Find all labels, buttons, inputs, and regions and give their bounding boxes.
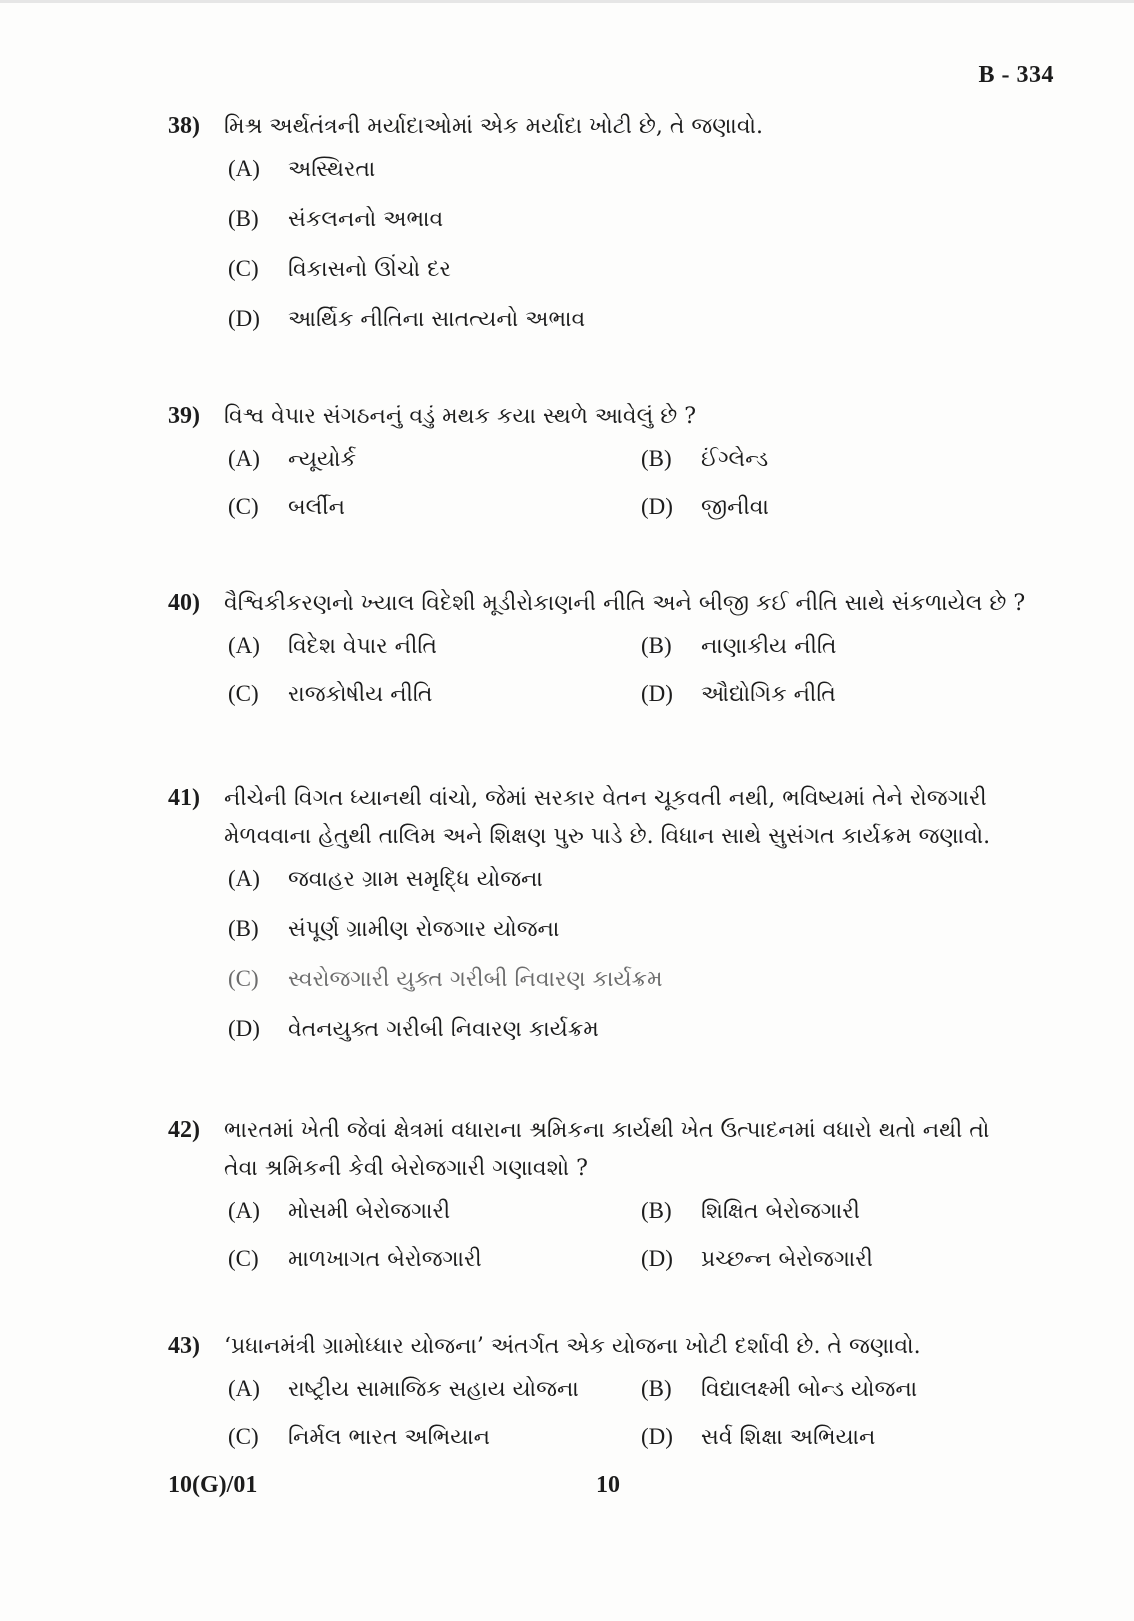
option-label: (A)	[228, 156, 260, 181]
option-text: વિદ્યાલક્ષ્મી બોન્ડ યોજના	[701, 1377, 918, 1402]
question-text-line-2: મેળવવાના હેતુથી તાલિમ અને શિક્ષણ પુરુ પાડે છે. વિધાન સાથે સુસંગત કાર્યક્રમ જણાવો.	[224, 824, 991, 849]
option-d	[641, 1424, 1041, 1472]
option-a	[228, 446, 641, 494]
option-d	[641, 494, 1041, 542]
question-text: ‘પ્રધાનમંત્રી ગ્રામોધ્ધાર યોજના’ અંતર્ગત એક યોજના ખોટી દર્શાવી છે. તે જણાવો.	[224, 1334, 921, 1359]
question-42	[168, 1112, 1048, 1294]
question-text: વિશ્વ વેપાર સંગઠનનું વડું મથક કયા સ્થળે આવેલું છે ?	[224, 404, 696, 429]
option-text: વેતનયુક્ત ગરીબી નિવારણ કાર્યક્રમ	[288, 1017, 599, 1042]
option-a	[228, 866, 1048, 916]
option-c	[228, 681, 641, 729]
option-b	[641, 446, 1041, 494]
option-c	[228, 494, 641, 542]
option-text: ઔદ્યોગિક નીતિ	[701, 682, 836, 707]
question-text-line-1: ભારતમાં ખેતી જેવાં ક્ષેત્રમાં વધારાના શ્રમિકના કાર્યથી ખેત ઉત્પાદનમાં વધારો થતો નથી તો	[224, 1118, 990, 1143]
question-text-line-2: તેવા શ્રમિકની કેવી બેરોજગારી ગણાવશો ?	[224, 1156, 588, 1181]
option-label: (C)	[228, 1424, 259, 1449]
option-label: (B)	[641, 1198, 672, 1223]
page-number: 10	[596, 1472, 620, 1498]
option-text: બર્લીન	[288, 495, 345, 520]
option-d	[228, 1016, 1048, 1066]
option-label: (C)	[228, 256, 259, 281]
option-text: મોસમી બેરોજગારી	[288, 1199, 451, 1224]
option-c	[228, 1246, 641, 1294]
option-grid	[228, 633, 1048, 729]
option-grid	[228, 446, 1048, 542]
option-d	[641, 1246, 1041, 1294]
option-a	[228, 633, 641, 681]
option-label: (C)	[228, 681, 259, 706]
option-text: વિદેશ વેપાર નીતિ	[288, 634, 437, 659]
option-text: પ્રચ્છન્ન બેરોજગારી	[701, 1247, 873, 1272]
option-list	[228, 866, 1048, 1066]
question-number: 38)	[168, 113, 200, 139]
option-label: (D)	[641, 494, 673, 519]
option-label: (D)	[228, 306, 260, 331]
question-number: 39)	[168, 403, 200, 429]
option-text: સંકલનનો અભાવ	[288, 207, 444, 232]
option-text: રાજકોષીય નીતિ	[288, 682, 433, 707]
option-text: સ્વરોજગારી યુક્ત ગરીબી નિવારણ કાર્યક્રમ	[288, 967, 663, 992]
option-grid	[228, 1198, 1048, 1294]
option-label: (D)	[641, 1424, 673, 1449]
option-b	[641, 1198, 1041, 1246]
question-41	[168, 780, 1048, 1066]
option-text: શિક્ષિત બેરોજગારી	[701, 1199, 860, 1224]
option-text: ન્યૂયોર્ક	[288, 447, 357, 472]
option-c	[228, 1424, 641, 1472]
option-a	[228, 1376, 641, 1424]
option-text: વિકાસનો ઊંચો દર	[288, 257, 451, 282]
option-text: સંપૂર્ણ ગ્રામીણ રોજગાર યોજના	[288, 917, 560, 942]
option-c	[228, 256, 1048, 306]
option-label: (B)	[228, 916, 259, 941]
option-list	[228, 156, 1048, 356]
option-label: (A)	[228, 633, 260, 658]
option-grid	[228, 1376, 1048, 1472]
option-label: (A)	[228, 1376, 260, 1401]
option-label: (D)	[641, 681, 673, 706]
option-label: (A)	[228, 1198, 260, 1223]
question-number: 43)	[168, 1333, 200, 1359]
option-c	[228, 966, 1048, 1016]
question-number: 42)	[168, 1117, 200, 1143]
option-d	[228, 306, 1048, 356]
option-label: (B)	[641, 446, 672, 471]
option-text: જીનીવા	[701, 495, 769, 520]
footer-code: 10(G)/01	[168, 1472, 258, 1498]
option-label: (A)	[228, 866, 260, 891]
question-number: 41)	[168, 785, 200, 811]
option-text: માળખાગત બેરોજગારી	[288, 1247, 482, 1272]
question-43	[168, 1328, 1048, 1472]
option-b	[228, 916, 1048, 966]
option-label: (C)	[228, 966, 259, 991]
option-a	[228, 1198, 641, 1246]
option-label: (C)	[228, 494, 259, 519]
option-b	[228, 206, 1048, 256]
option-label: (A)	[228, 446, 260, 471]
question-40	[168, 585, 1048, 729]
question-text: વૈશ્વિકીકરણનો ખ્યાલ વિદેશી મૂડીરોકાણની નીતિ અને બીજી કઈ નીતિ સાથે સંકળાયેલ છે ?	[224, 591, 1026, 616]
option-text: આર્થિક નીતિના સાતત્યનો અભાવ	[288, 307, 586, 332]
option-text: નાણાકીય નીતિ	[701, 634, 837, 659]
question-38	[168, 108, 1048, 356]
question-39	[168, 398, 1048, 542]
option-d	[641, 681, 1041, 729]
option-label: (B)	[641, 633, 672, 658]
option-text: નિર્મલ ભારત અભિયાન	[288, 1425, 491, 1450]
option-label: (D)	[228, 1016, 260, 1041]
scan-edge	[0, 0, 1134, 3]
option-a	[228, 156, 1048, 206]
option-b	[641, 633, 1041, 681]
option-label: (B)	[641, 1376, 672, 1401]
paper-code: B - 334	[978, 62, 1054, 88]
option-b	[641, 1376, 1041, 1424]
option-text: સર્વ શિક્ષા અભિયાન	[701, 1425, 876, 1450]
question-number: 40)	[168, 590, 200, 616]
option-label: (C)	[228, 1246, 259, 1271]
question-text-line-1: નીચેની વિગત ધ્યાનથી વાંચો, જેમાં સરકાર વેતન ચૂકવતી નથી, ભવિષ્યમાં તેને રોજગારી	[224, 786, 987, 811]
option-text: ઈંગ્લેન્ડ	[701, 447, 769, 472]
option-text: અસ્થિરતા	[288, 157, 376, 182]
option-label: (B)	[228, 206, 259, 231]
question-text: મિશ્ર અર્થતંત્રની મર્યાદાઓમાં એક મર્યાદા ખોટી છે, તે જણાવો.	[224, 114, 764, 139]
option-label: (D)	[641, 1246, 673, 1271]
option-text: જવાહર ગ્રામ સમૃદ્ધિ યોજના	[288, 867, 543, 892]
option-text: રાષ્ટ્રીય સામાજિક સહાય યોજના	[288, 1377, 579, 1402]
